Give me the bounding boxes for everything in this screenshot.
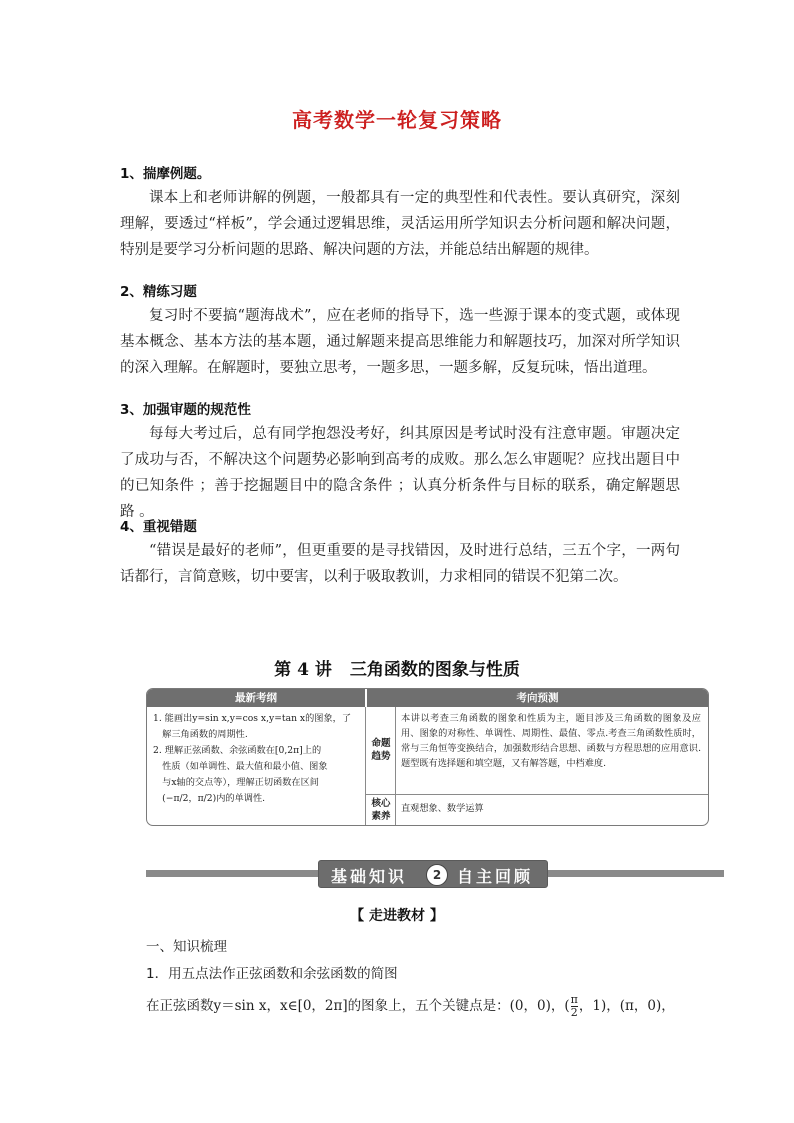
lesson-title: [0, 655, 794, 680]
lesson-number: 第 4 讲: [274, 660, 332, 680]
syllabus-item: 2. 理解正弦函数、余弦函数在[0,2π]上的: [153, 745, 322, 756]
literacy-text: 直观想象、数学运算: [401, 803, 484, 814]
syllabus-item: 与x轴的交点等），理解正切函数在区间: [153, 777, 319, 788]
syllabus-header-forecast: 考向预测: [367, 689, 708, 707]
sentence-suffix: ，1)，(π，0)，: [578, 998, 675, 1014]
outline-sentence: [146, 994, 675, 1019]
section-heading-4: 4、重视错题: [120, 519, 197, 535]
section-heading-1: 1、揣摩例题。: [120, 166, 211, 182]
fraction-numerator: π: [570, 993, 578, 1006]
document-title: 高考数学一轮复习策略: [292, 108, 502, 132]
trend-text: 本讲以考查三角函数的图象和性质为主，题目涉及三角函数的图象及应用、图象的对称性、单调性、周期性、最值、零点.考查三角函数性质时，常与三角恒等变换结合，加强数形结合思想、函数与方程思想的应用意识.题型既有选择题和填空题，又有解答题，中档难度.: [401, 713, 701, 769]
syllabus-item: 性质（如单调性、最大值和最小值、图象: [153, 761, 328, 772]
section-heading-3: 3、加强审题的规范性: [120, 402, 251, 418]
outline-part: 一、知识梳理: [146, 939, 227, 955]
syllabus-item: 解三角函数的周期性.: [153, 729, 248, 740]
syllabus-items: [153, 711, 363, 807]
literacy-label: 核心素养: [371, 798, 391, 822]
section-heading-2: 2、精练习题: [120, 284, 197, 300]
section-banner: [146, 858, 724, 888]
syllabus-item: 1. 能画出y=sin x,y=cos x,y=tan x的图象，了: [153, 713, 352, 724]
syllabus-item: (−π/2，π/2)内的单调性.: [153, 793, 266, 804]
section-body-4: “错误是最好的老师”，但更重要的是寻找错因，及时进行总结，三五个字，一两句话都行，言简意赅，切中要害，以利于吸取教训，力求相同的错误不犯第二次。: [120, 543, 680, 585]
syllabus-table: [146, 688, 709, 826]
sentence-prefix: 在正弦函数y＝sin x，x∈[0，2π]的图象上，五个关键点是：(0，0)，(: [146, 998, 570, 1014]
outline-item: 1．用五点法作正弦函数和余弦函数的简图: [146, 966, 398, 982]
table-divider: [365, 707, 366, 825]
section-body-2: 复习时不要搞“题海战术”，应在老师的指导下，选一些源于课本的变式题，或体现基本概念、基本方法的基本题，通过解题来提高思维能力和解题技巧，加深对所学知识的深入理解。在解题时，要独立思考，一题多思，一题多解，反复玩味，悟出道理。: [120, 308, 680, 376]
fraction-denominator: 2: [570, 1006, 578, 1019]
banner-right-text: 自主回顾: [457, 867, 534, 886]
banner-plate: [318, 860, 548, 888]
pi-over-two-fraction: [571, 994, 578, 1019]
section-body-1: 课本上和老师讲解的例题，一般都具有一定的典型性和代表性。要认真研究，深刻理解，要透过“样板”，学会通过逻辑思维，灵活运用所学知识去分析问题和解决问题，特别是要学习分析问题的思路、解决问题的方法，并能总结出解题的规律。: [120, 190, 680, 258]
banner-left-text: 基础知识: [331, 867, 408, 886]
table-divider: [366, 794, 708, 795]
banner-number-badge: 2: [426, 864, 448, 886]
syllabus-header-latest: 最新考纲: [147, 689, 365, 707]
lesson-name: 三角函数的图象与性质: [349, 660, 520, 680]
section-body-3: 每每大考过后，总有同学抱怨没考好，纠其原因是考试时没有注意审题。审题决定了成功与否，不解决这个问题势必影响到高考的成败。那么怎么审题呢？应找出题目中的已知条件 ；善于挖掘题目中的隐含条件 ；认真分析条件与目标的联系，确定解题思路 。: [120, 426, 680, 520]
table-divider: [395, 707, 396, 825]
trend-label: 命题趋势: [371, 738, 391, 762]
subsection-heading: 【 走进教材 】: [350, 908, 444, 924]
